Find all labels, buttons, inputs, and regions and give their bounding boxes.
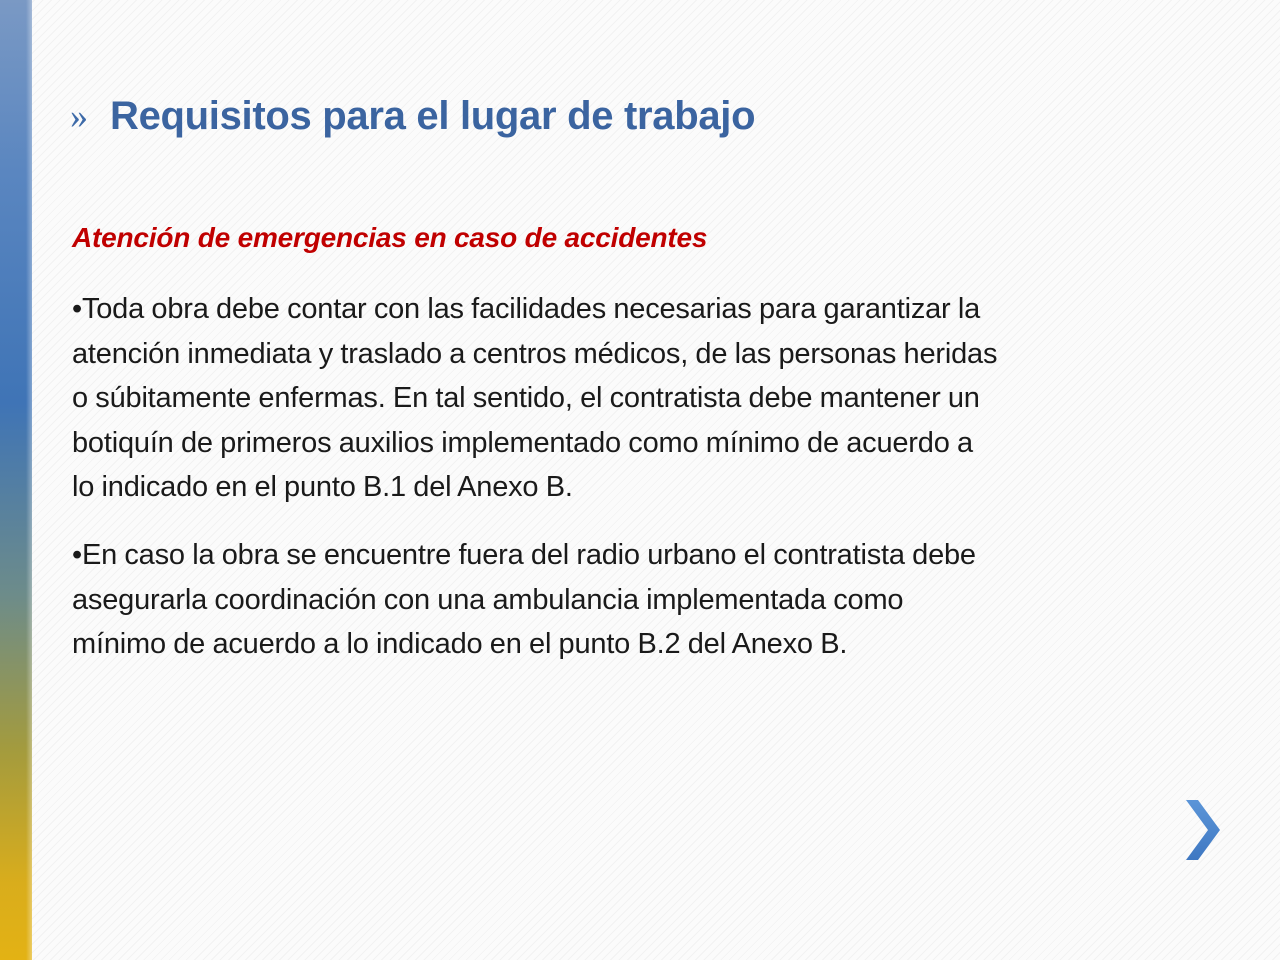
paragraph-line: •En caso la obra se encuentre fuera del radio urbano el contratista debe: [72, 539, 976, 571]
slide-title: [70, 88, 755, 144]
title-text: Requisitos para el lugar de trabajo: [110, 94, 756, 138]
paragraph-line: mínimo de acuerdo a lo indicado en el punto B.2 del Anexo B.: [72, 628, 848, 660]
paragraph-line: botiquín de primeros auxilios implementado como mínimo de acuerdo a: [72, 426, 973, 459]
paragraph-line: asegurarla coordinación con una ambulancia implementada como: [72, 583, 904, 616]
section-subtitle: Atención de emergencias en caso de accidentes: [72, 222, 708, 253]
chevron-right-icon: [1176, 790, 1228, 870]
paragraph-line: lo indicado en el punto B.1 del Anexo B.: [72, 471, 573, 503]
paragraph-line: o súbitamente enfermas. En tal sentido, el contratista debe mantener un: [72, 382, 980, 414]
paragraph-line: atención inmediata y traslado a centros médicos, de las personas heridas: [72, 337, 998, 370]
paragraph-line: •Toda obra debe contar con las facilidades necesarias para garantizar la: [72, 293, 981, 325]
title-marker-icon: »: [70, 96, 88, 136]
side-accent-bar: [0, 0, 32, 960]
paragraph-ambulance: [72, 533, 1207, 667]
next-slide-button[interactable]: [1176, 790, 1228, 870]
paragraph-first-aid: [72, 287, 1207, 510]
